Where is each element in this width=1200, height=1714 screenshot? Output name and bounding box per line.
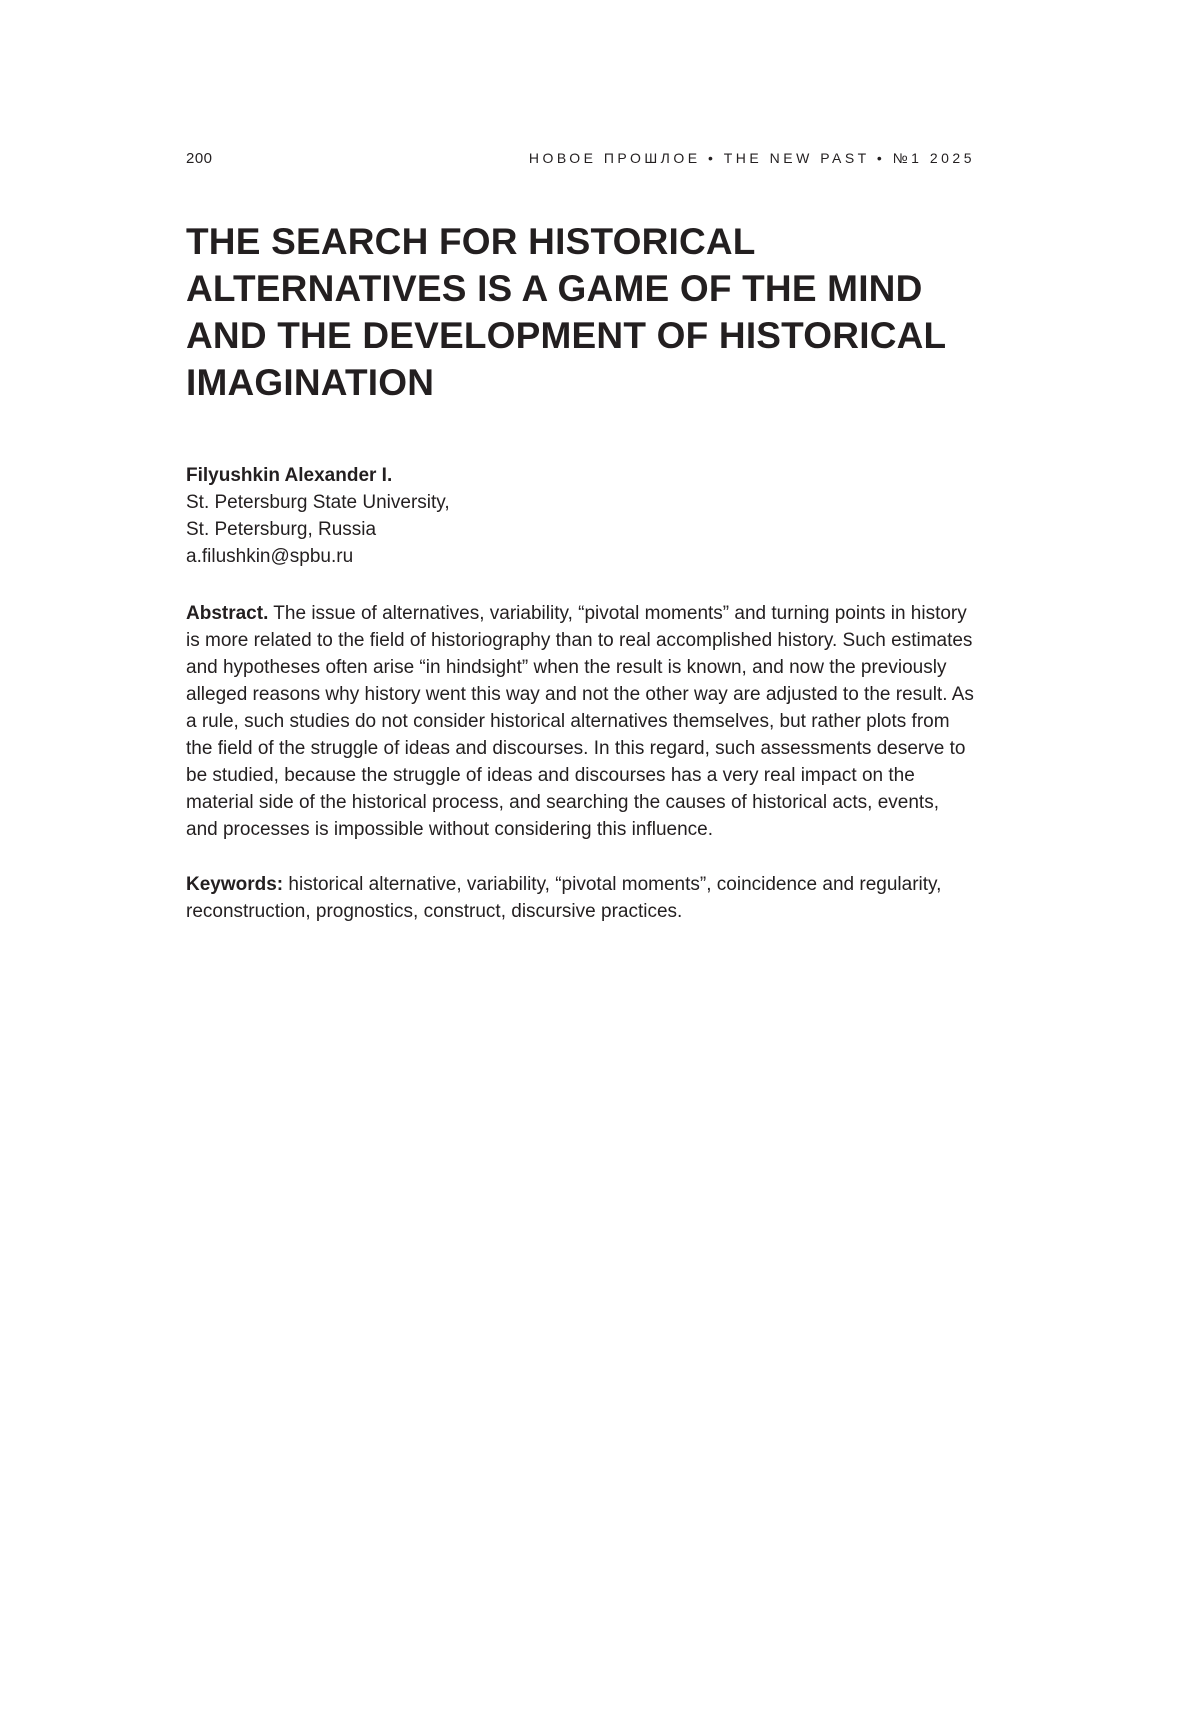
page-header — [186, 150, 975, 167]
abstract-paragraph — [186, 601, 975, 844]
author-name: Filyushkin Alexander I. — [186, 464, 393, 486]
author-email: a.filushkin@spbu.ru — [186, 545, 354, 567]
page-number: 200 — [186, 150, 213, 167]
keywords-label: Keywords: — [186, 873, 284, 895]
abstract-label: Abstract. — [186, 602, 269, 624]
keywords-paragraph — [186, 872, 975, 926]
abstract-text: The issue of alternatives, variability, “pivotal moments” and turning points in history is more related to the field of historiography than to real accomplished history. Such estimates and hypotheses often arise “in hindsight” when the result is known, and now the previously alleged reasons why history went this way and not the other way are adjusted to the result. As a rule, such studies do not consider historical alternatives themselves, but rather plots from the field of the struggle of ideas and discourses. In this regard, such assessments deserve to be studied, because the struggle of ideas and discourses has a very real impact on the material side of the historical process, and searching the causes of historical acts, events, and processes is impossible without considering this influence. — [186, 602, 974, 840]
journal-running-title: НОВОЕ ПРОШЛОЕ • THE NEW PAST • №1 2025 — [528, 150, 975, 166]
article-title: THE SEARCH FOR HISTORICAL ALTERNATIVES IS A GAME OF THE MIND AND THE DEVELOPMENT OF HISTORICAL IMAGINATION — [186, 221, 946, 403]
author-block — [186, 463, 975, 571]
keywords-text: historical alternative, variability, “pivotal moments”, coincidence and regularity, reconstruction, prognostics, construct, discursive practices. — [186, 873, 942, 922]
author-affiliation-line1: St. Petersburg State University, — [186, 491, 450, 513]
author-affiliation-line2: St. Petersburg, Russia — [186, 518, 377, 540]
